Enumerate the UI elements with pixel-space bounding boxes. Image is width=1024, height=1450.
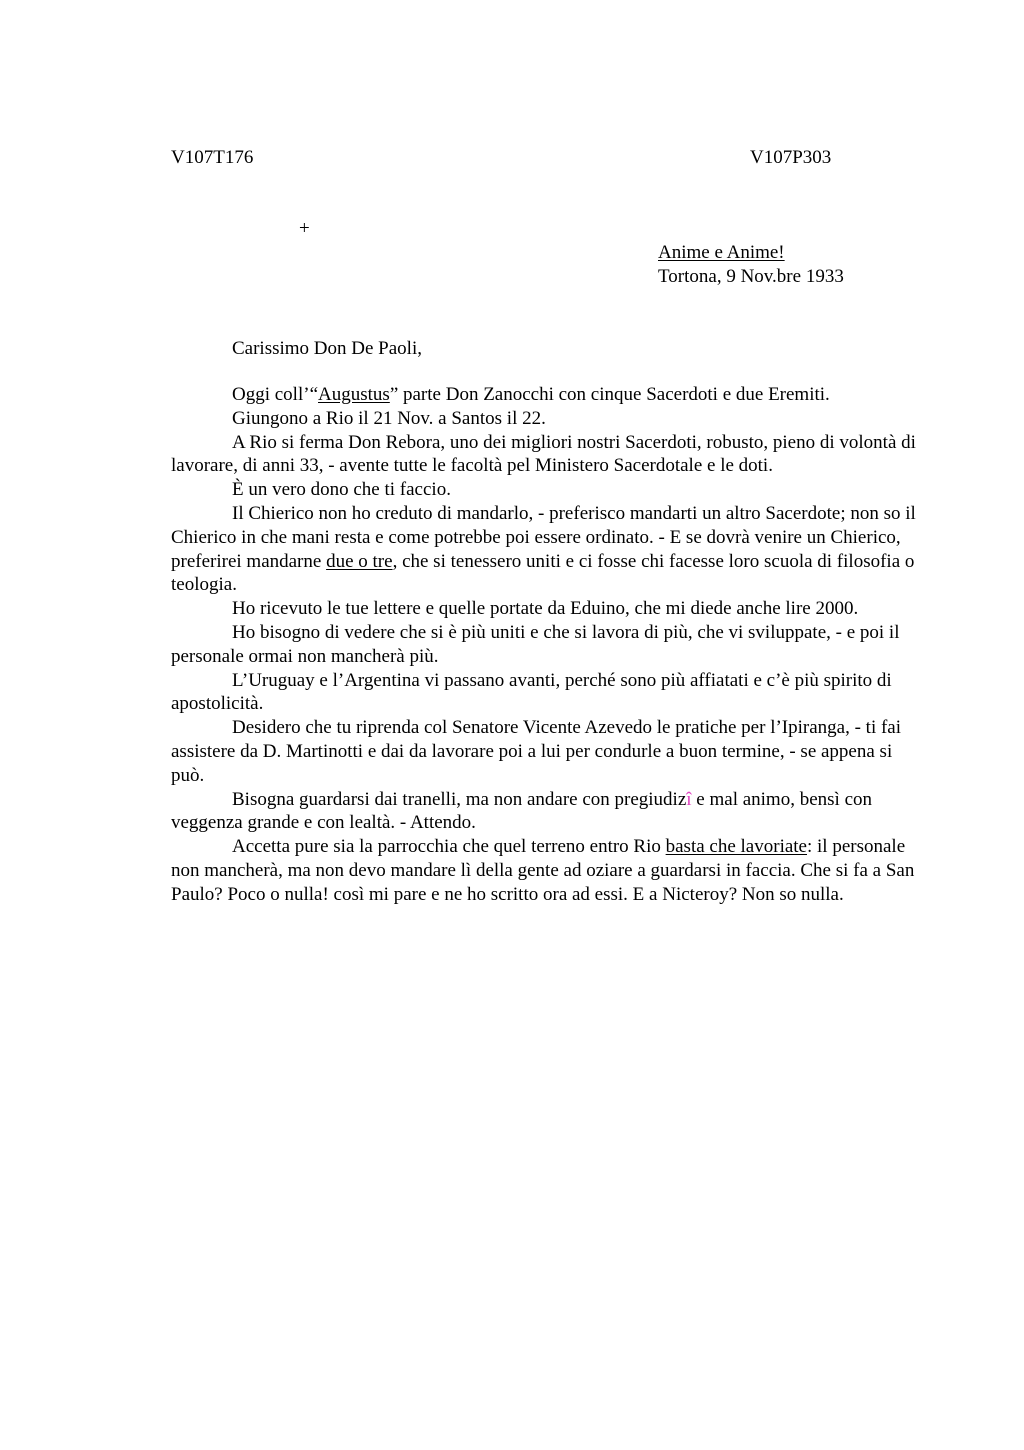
paragraph: È un vero dono che ti faccio. [232,479,451,501]
ship-name: Augustus [318,384,390,405]
paragraph [171,835,921,906]
text-run: e mal animo, bensì con veggenza grande e con lealtà. - Attendo. [171,788,873,834]
motto: Anime e Anime! [658,242,785,263]
letter-body [171,383,921,907]
place-date: Tortona, 9 Nov.bre 1933 [658,266,844,287]
paragraph: A Rio si ferma Don Rebora, uno dei migliori nostri Sacerdoti, robusto, pieno di volontà di lavorare, di anni 33, - avente tutte le facoltà pel Ministero Sacerdotale e le doti. [171,431,916,477]
cross-mark: + [299,218,310,239]
paragraph [171,502,921,597]
text-run: ” parte Don Zanocchi con cinque Sacerdoti e due Eremiti. [389,384,830,405]
paragraph: Giungono a Rio il 21 Nov. a Santos il 22. [232,407,546,429]
paragraph [171,788,921,836]
paragraph: Ho ricevuto le tue lettere e quelle portate da Eduino, che mi diede anche lire 2000. [232,598,859,620]
text-run: Accetta pure sia la parrocchia che quel terreno entro Rio [232,836,666,858]
paragraph: Desidero che tu riprenda col Senatore Vicente Azevedo le pratiche per l’Ipiranga, - ti fai assistere da D. Martinotti e dai da lavorare poi a lui per condurle a buon termine, - se appena si può. [171,717,902,786]
text-run: Oggi coll’“ [232,384,319,405]
text-run: Bisogna guardarsi dai tranelli, ma non andare con pregiudiz [232,788,687,810]
text-run: Il Chierico non ho creduto di mandarlo, - preferisco mandarti un altro Sacerdote; non so il Chierico in che mani resta e come potrebbe poi essere ordinato. - E se dovrà venire un Chierico, preferirei mandarne [171,502,916,572]
text-run: : il personale non mancherà, ma non devo mandare lì della gente ad oziare a guardarsi in faccia. Che si fa a San Paulo? Poco o nulla! così mi pare e ne ho scritto ora ad essi. E a Nicteroy? Non so nulla. [171,836,915,905]
archive-code-right: V107P303 [750,147,832,168]
paragraph: Ho bisogno di vedere che si è più uniti e che si lavora di più, che vi sviluppate, - e poi il personale ormai non mancherà più. [171,621,900,667]
highlighted-char: î [686,788,692,810]
paragraph: L’Uruguay e l’Argentina vi passano avanti, perché sono più affiatati e c’è più spirito di apostolicità. [171,669,892,715]
archive-code-left: V107T176 [171,147,254,168]
paragraph [171,383,921,407]
underlined-phrase: due o tre [326,550,393,572]
text-run: , che si tenessero uniti e ci fosse chi facesse loro scuola di filosofia o teologia. [171,550,915,596]
underlined-phrase: basta che lavoriate [665,836,807,858]
salutation: Carissimo Don De Paoli, [232,338,422,359]
